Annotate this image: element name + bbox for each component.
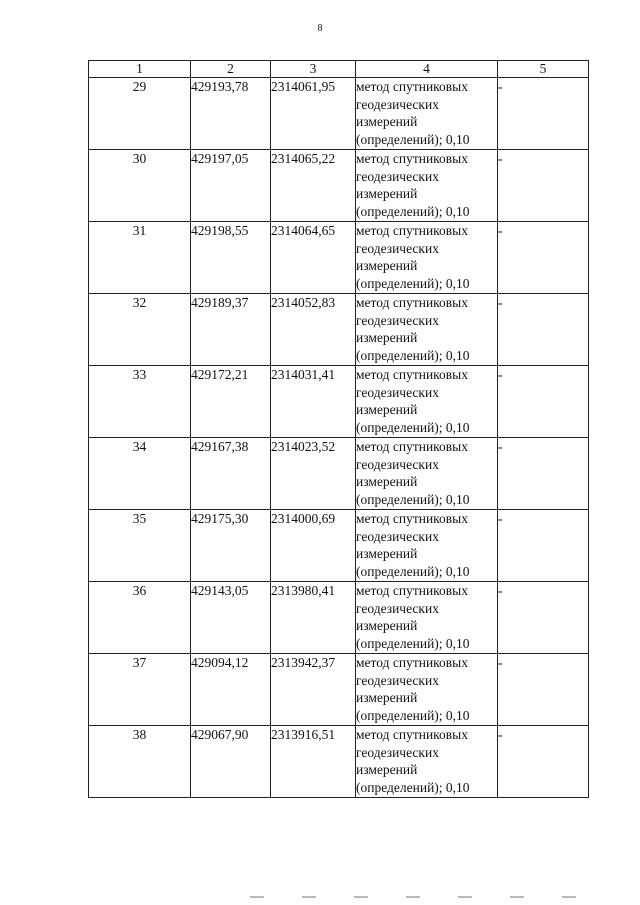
- table-row: [89, 510, 589, 582]
- table-header-row: [89, 61, 589, 78]
- method-line: метод спутниковых: [356, 223, 468, 238]
- coordinate-x-cell: 429189,37: [191, 294, 271, 366]
- note-cell: -: [498, 78, 589, 150]
- coordinate-x-cell: 429172,21: [191, 366, 271, 438]
- method-cell: [356, 78, 498, 150]
- method-line: геодезических: [356, 168, 439, 184]
- method-line: геодезических: [356, 528, 439, 544]
- coordinate-x-cell: 429198,55: [191, 222, 271, 294]
- method-cell: [356, 582, 498, 654]
- point-number-cell: 29: [89, 78, 191, 150]
- method-line: измерений: [356, 618, 418, 634]
- method-line: (определений); 0,10: [356, 707, 470, 723]
- coordinate-x-cell: 429143,05: [191, 582, 271, 654]
- method-line: (определений); 0,10: [356, 203, 470, 219]
- method-line: (определений); 0,10: [356, 275, 470, 291]
- coordinate-y-cell: 2314000,69: [271, 510, 356, 582]
- coordinate-y-cell: 2313916,51: [271, 726, 356, 798]
- method-line: геодезических: [356, 600, 439, 616]
- point-number-cell: 31: [89, 222, 191, 294]
- point-number-cell: 36: [89, 582, 191, 654]
- method-line: метод спутниковых: [356, 151, 468, 166]
- note-cell: -: [498, 582, 589, 654]
- method-cell: [356, 654, 498, 726]
- table-row: [89, 654, 589, 726]
- method-cell: [356, 510, 498, 582]
- method-line: геодезических: [356, 672, 439, 688]
- method-line: метод спутниковых: [356, 79, 468, 94]
- method-cell: [356, 150, 498, 222]
- table-row: [89, 222, 589, 294]
- method-line: измерений: [356, 474, 418, 490]
- table-row: [89, 366, 589, 438]
- method-line: измерений: [356, 546, 418, 562]
- note-cell: -: [498, 726, 589, 798]
- method-line: метод спутниковых: [356, 295, 468, 310]
- point-number-cell: 32: [89, 294, 191, 366]
- method-line: геодезических: [356, 96, 439, 112]
- method-cell: [356, 294, 498, 366]
- coordinate-y-cell: 2314064,65: [271, 222, 356, 294]
- coordinate-y-cell: 2314031,41: [271, 366, 356, 438]
- point-number-cell: 35: [89, 510, 191, 582]
- table-row: [89, 438, 589, 510]
- table-row: [89, 582, 589, 654]
- point-number-cell: 30: [89, 150, 191, 222]
- method-line: измерений: [356, 402, 418, 418]
- method-line: измерений: [356, 186, 418, 202]
- method-line: метод спутниковых: [356, 439, 468, 454]
- table-row: [89, 150, 589, 222]
- point-number-cell: 37: [89, 654, 191, 726]
- method-cell: [356, 726, 498, 798]
- method-line: метод спутниковых: [356, 583, 468, 598]
- column-header-5: 5: [498, 61, 589, 78]
- scan-footer-marks: [250, 896, 610, 902]
- coordinate-x-cell: 429094,12: [191, 654, 271, 726]
- method-line: геодезических: [356, 456, 439, 472]
- method-line: геодезических: [356, 312, 439, 328]
- method-line: (определений); 0,10: [356, 419, 470, 435]
- coordinate-x-cell: 429175,30: [191, 510, 271, 582]
- method-line: измерений: [356, 690, 418, 706]
- method-line: метод спутниковых: [356, 655, 468, 670]
- point-number-cell: 33: [89, 366, 191, 438]
- coordinate-x-cell: 429167,38: [191, 438, 271, 510]
- method-line: метод спутниковых: [356, 367, 468, 382]
- note-cell: -: [498, 294, 589, 366]
- column-header-3: 3: [271, 61, 356, 78]
- note-cell: -: [498, 438, 589, 510]
- method-line: измерений: [356, 258, 418, 274]
- page-number: 8: [317, 23, 323, 34]
- coordinate-x-cell: 429197,05: [191, 150, 271, 222]
- coordinate-y-cell: 2313980,41: [271, 582, 356, 654]
- method-line: (определений); 0,10: [356, 347, 470, 363]
- point-number-cell: 38: [89, 726, 191, 798]
- table-row: [89, 78, 589, 150]
- method-line: (определений); 0,10: [356, 491, 470, 507]
- table-row: [89, 294, 589, 366]
- point-number-cell: 34: [89, 438, 191, 510]
- coordinate-y-cell: 2314052,83: [271, 294, 356, 366]
- method-line: геодезических: [356, 240, 439, 256]
- note-cell: -: [498, 150, 589, 222]
- method-line: измерений: [356, 762, 418, 778]
- note-cell: -: [498, 654, 589, 726]
- column-header-4: 4: [356, 61, 498, 78]
- coordinate-y-cell: 2314061,95: [271, 78, 356, 150]
- method-line: метод спутниковых: [356, 511, 468, 526]
- method-line: метод спутниковых: [356, 727, 468, 742]
- coordinate-y-cell: 2313942,37: [271, 654, 356, 726]
- coordinate-y-cell: 2314023,52: [271, 438, 356, 510]
- coordinate-x-cell: 429193,78: [191, 78, 271, 150]
- table-body: [89, 78, 589, 798]
- note-cell: -: [498, 222, 589, 294]
- method-line: (определений); 0,10: [356, 779, 470, 795]
- coordinate-y-cell: 2314065,22: [271, 150, 356, 222]
- method-line: геодезических: [356, 384, 439, 400]
- method-cell: [356, 366, 498, 438]
- note-cell: -: [498, 366, 589, 438]
- method-cell: [356, 438, 498, 510]
- table-row: [89, 726, 589, 798]
- method-line: (определений); 0,10: [356, 563, 470, 579]
- method-line: геодезических: [356, 744, 439, 760]
- method-line: измерений: [356, 114, 418, 130]
- coordinate-x-cell: 429067,90: [191, 726, 271, 798]
- column-header-1: 1: [89, 61, 191, 78]
- method-line: измерений: [356, 330, 418, 346]
- method-cell: [356, 222, 498, 294]
- note-cell: -: [498, 510, 589, 582]
- method-line: (определений); 0,10: [356, 131, 470, 147]
- coordinates-table: [88, 60, 589, 798]
- column-header-2: 2: [191, 61, 271, 78]
- method-line: (определений); 0,10: [356, 635, 470, 651]
